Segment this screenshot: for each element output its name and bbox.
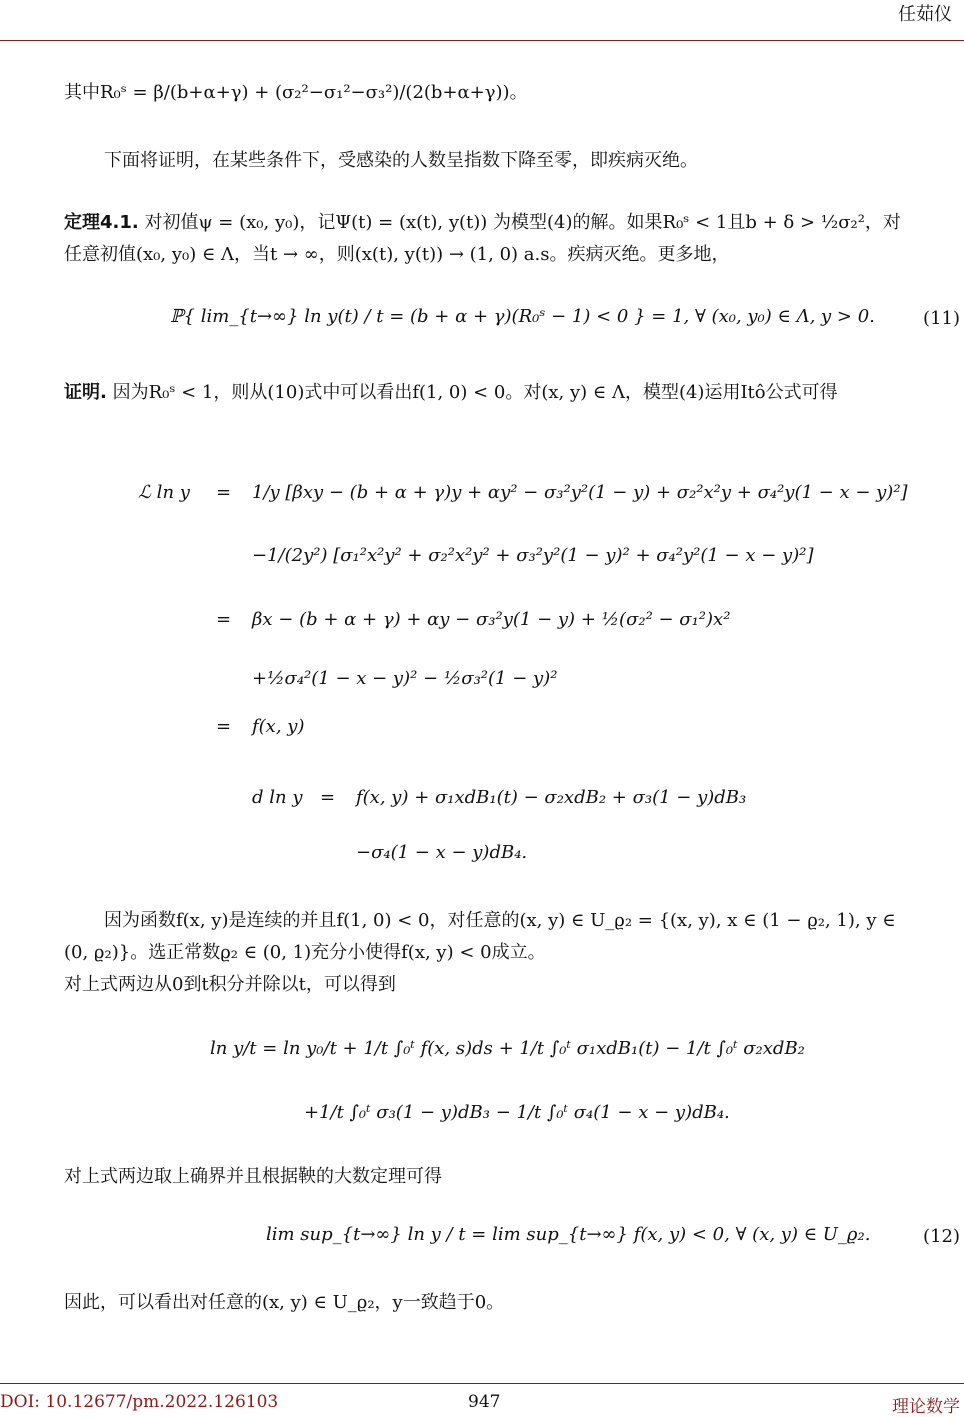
generator-lhs: ℒ ln y <box>138 482 190 503</box>
footer-journal: 理论数学 <box>892 1397 960 1417</box>
theorem-label: 定理4.1. <box>64 212 139 233</box>
equation-11: ℙ{ lim_{t→∞} ln y(t) / t = (b + α + γ)(R₀ˢ − 1) < 0 } = 1, ∀ (x₀, y₀) ∈ Λ, y > 0. <box>170 306 875 327</box>
generator-row-2: −1/(2y²) [σ₁²x²y² + σ₂²x²y² + σ₃²y²(1 − y)² + σ₄²y²(1 − x − y)²] <box>252 545 814 566</box>
footer-page-number: 947 <box>468 1392 501 1412</box>
paragraph-2: 对上式两边从0到t积分并除以t，可以得到 <box>64 974 396 995</box>
proof-line-1 <box>64 380 838 406</box>
eq-sign-4: = <box>320 787 336 808</box>
integral-row-2: +1/t ∫₀ᵗ σ₃(1 − y)dB₃ − 1/t ∫₀ᵗ σ₄(1 − x − y)dB₄. <box>304 1102 730 1123</box>
header-divider <box>0 40 964 41</box>
eq-sign-2: = <box>216 609 232 630</box>
eq-sign-1: = <box>216 482 232 503</box>
r0-definition: 其中R₀ˢ = β/(b+α+γ) + (σ₂²−σ₁²−σ₃²)/(2(b+α+γ))。 <box>64 82 528 103</box>
paragraph-1-line-1: 因为函数f(x, y)是连续的并且f(1, 0) < 0，对任意的(x, y) ∈ U_ϱ₂ = {(x, y), x ∈ (1 − ϱ₂, 1), y ∈ <box>104 910 896 931</box>
integral-row-1: ln y/t = ln y₀/t + 1/t ∫₀ᵗ f(x, s)ds + 1/t ∫₀ᵗ σ₁xdB₁(t) − 1/t ∫₀ᵗ σ₂xdB₂ <box>210 1038 805 1059</box>
footer-doi: DOI: 10.12677/pm.2022.126103 <box>0 1392 279 1412</box>
dlny-row-2: −σ₄(1 − x − y)dB₄. <box>356 842 528 863</box>
proof-text-1: 因为R₀ˢ < 1，则从(10)式中可以看出f(1, 0) < 0。对(x, y) ∈ Λ，模型(4)运用Itô公式可得 <box>112 382 838 403</box>
conclusion: 因此，可以看出对任意的(x, y) ∈ U_ϱ₂，y一致趋于0。 <box>64 1292 505 1313</box>
generator-row-5: f(x, y) <box>252 716 305 737</box>
dlny-lhs: d ln y <box>252 787 303 808</box>
generator-row-1: 1/y [βxy − (b + α + γ)y + αy² − σ₃²y²(1 − y) + σ₂²x²y + σ₄²y(1 − x − y)²] <box>252 482 908 503</box>
paragraph-3: 对上式两边取上确界并且根据鞅的大数定理可得 <box>64 1166 442 1187</box>
footer-divider <box>0 1383 964 1384</box>
equation-11-number: (11) <box>923 308 960 329</box>
theorem-text-1: 对初值ψ = (x₀, y₀)，记Ψ(t) = (x(t), y(t)) 为模型(4)的解。如果R₀ˢ < 1且b + δ > ½σ₂²，对 <box>144 212 901 233</box>
header-author: 任茹仪 <box>898 4 952 25</box>
generator-row-4: +½σ₄²(1 − x − y)² − ½σ₃²(1 − y)² <box>252 668 558 689</box>
equation-12-number: (12) <box>923 1226 960 1247</box>
generator-row-3: βx − (b + α + γ) + αy − σ₃²y(1 − y) + ½(σ₂² − σ₁²)x² <box>252 609 731 630</box>
theorem-line-1 <box>64 210 901 236</box>
eq-sign-3: = <box>216 716 232 737</box>
theorem-line-2: 任意初值(x₀, y₀) ∈ Λ，当t → ∞，则(x(t), y(t)) → (1, 0) a.s。疾病灭绝。更多地， <box>64 244 730 265</box>
dlny-row-1: f(x, y) + σ₁xdB₁(t) − σ₂xdB₂ + σ₃(1 − y)dB₃ <box>356 787 747 808</box>
intro-statement: 下面将证明，在某些条件下，受感染的人数呈指数下降至零，即疾病灭绝。 <box>104 150 698 171</box>
equation-12: lim sup_{t→∞} ln y / t = lim sup_{t→∞} f(x, y) < 0, ∀ (x, y) ∈ U_ϱ₂. <box>266 1224 871 1245</box>
proof-label: 证明. <box>64 382 107 403</box>
paragraph-1-line-2: (0, ϱ₂)}。选正常数ϱ₂ ∈ (0, 1)充分小使得f(x, y) < 0成立。 <box>64 942 546 963</box>
